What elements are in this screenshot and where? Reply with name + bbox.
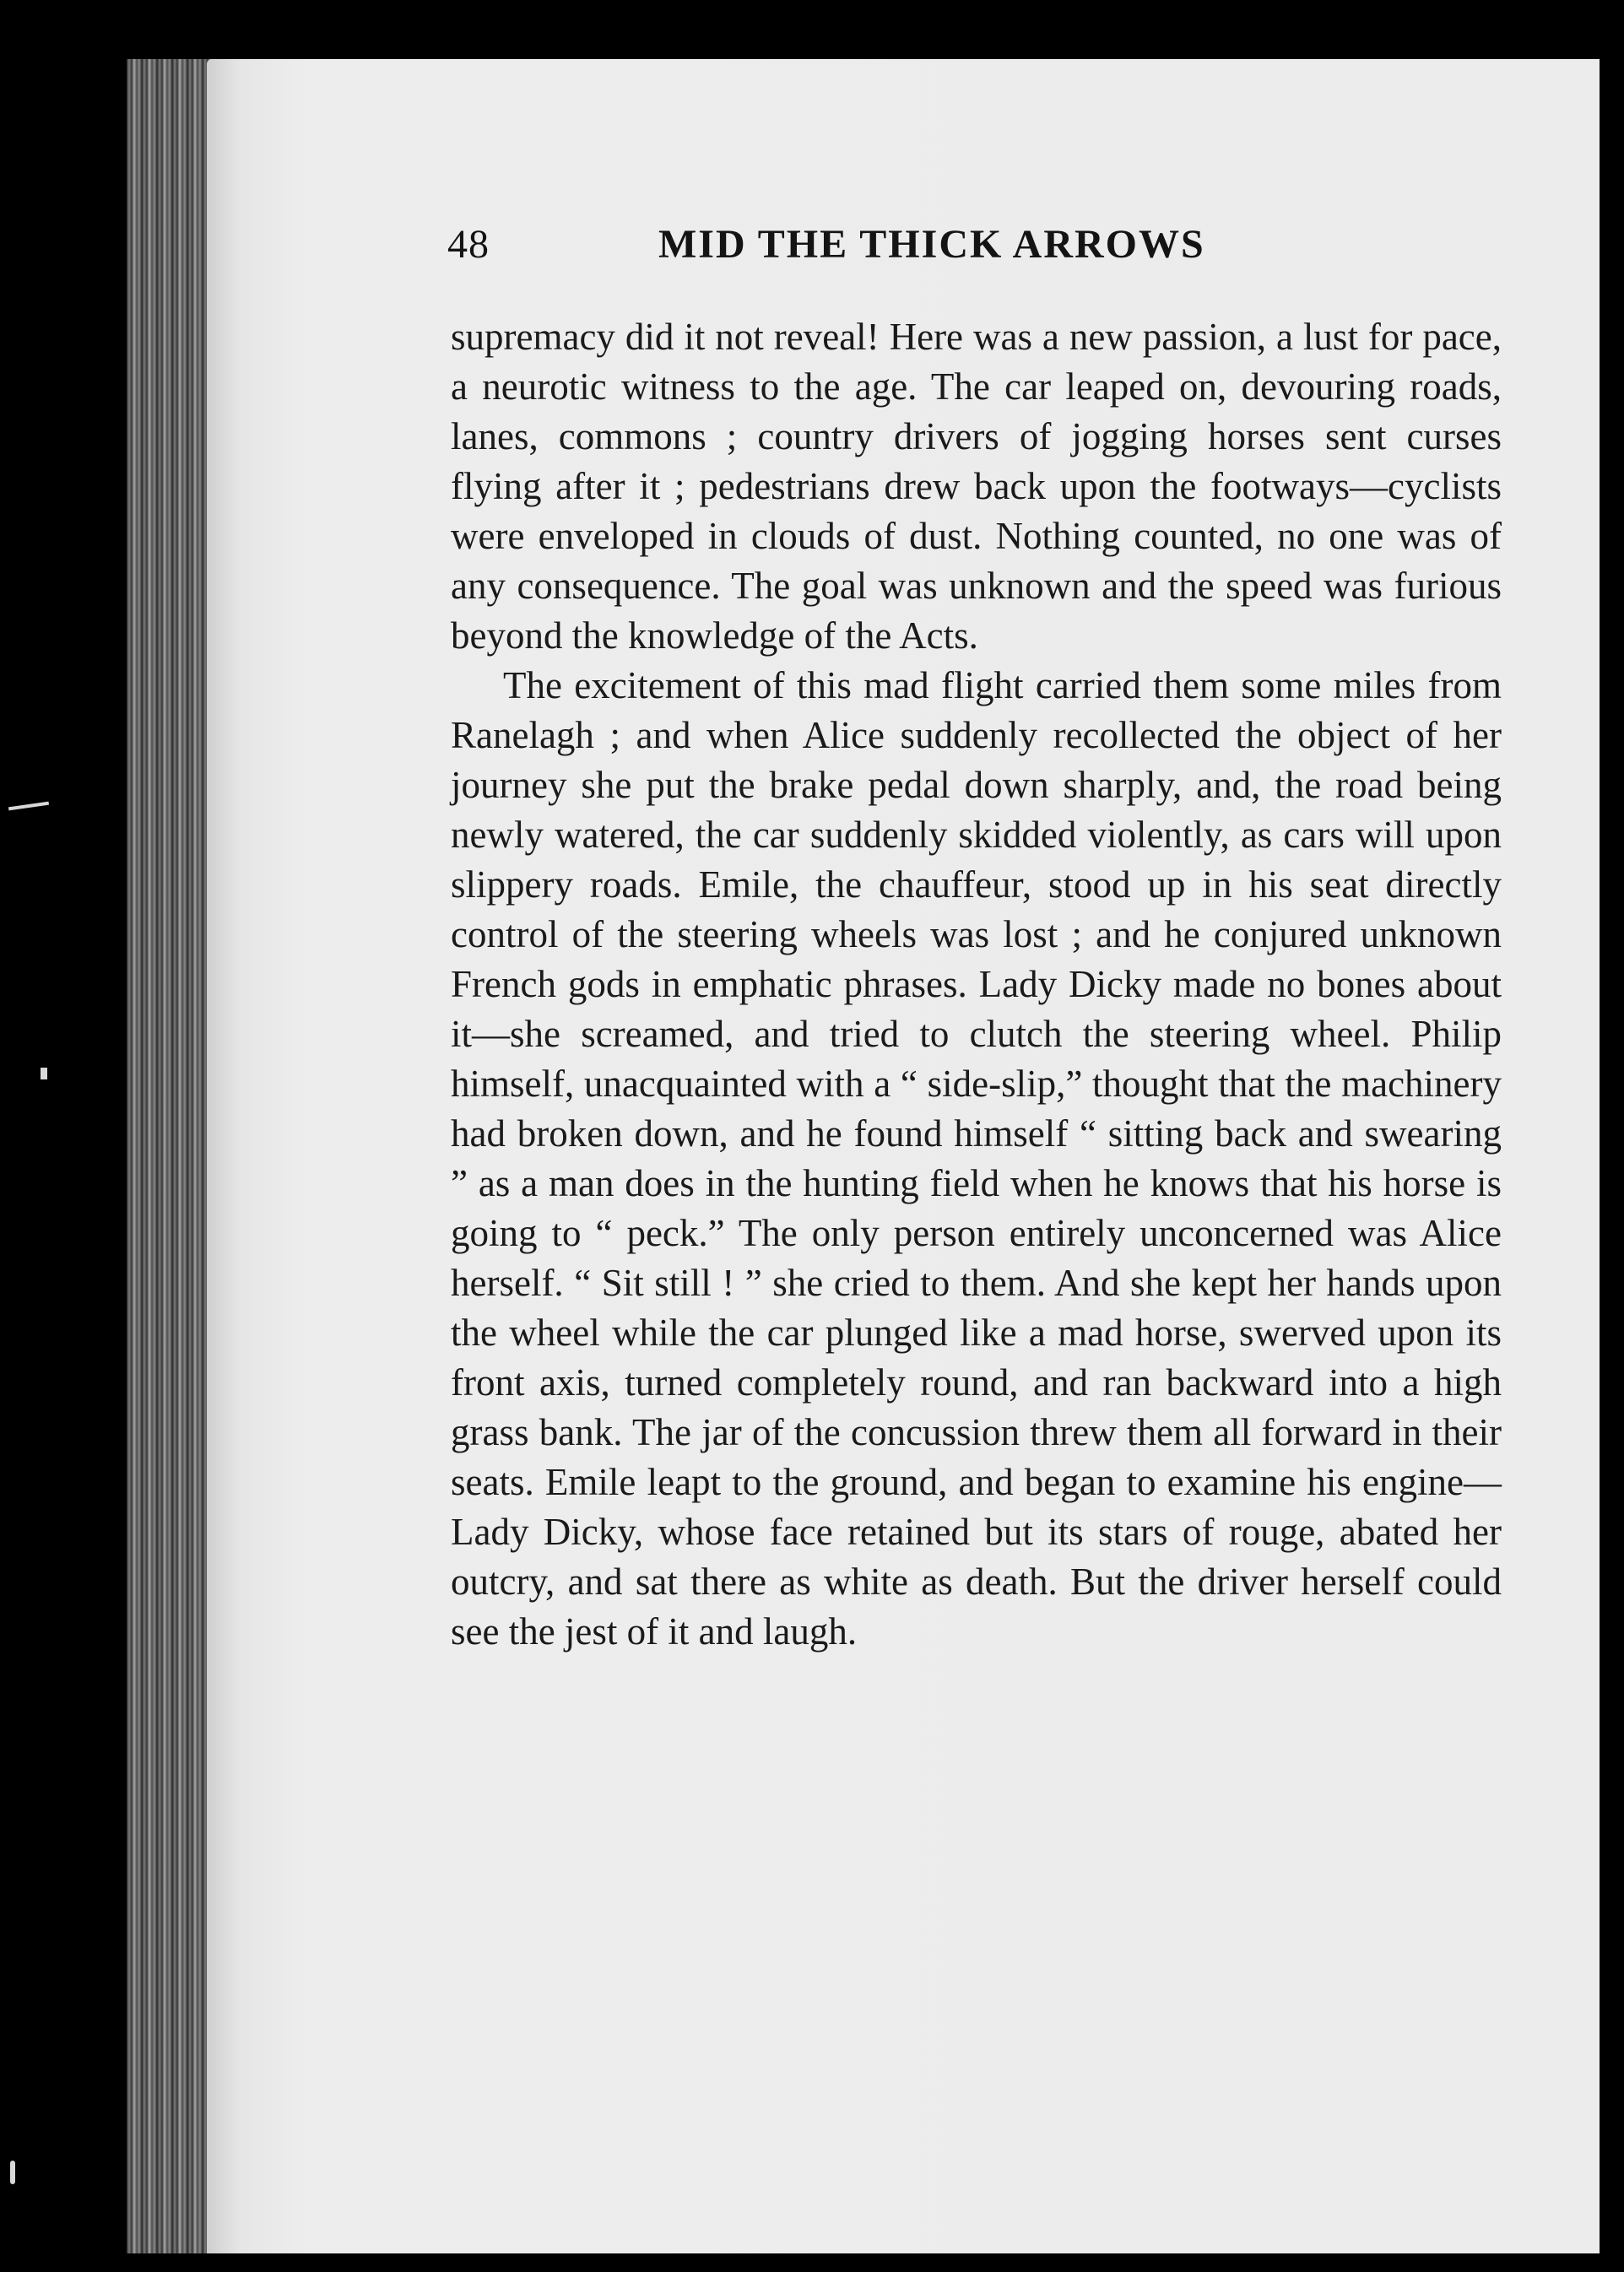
paragraph-1: supremacy did it not reveal! Here was a new passion, a lust for pace, a neurotic witness to the age. The car leaped on, devouring roads, lanes, commons ; country drivers of jogging horses sent curses flying after it ; pedestrians drew back upon the footways—cyclists were enveloped in clouds of dust. Nothing counted, no one was of any consequence. The goal was unknown and the speed was furious beyond the knowledge of the Acts. — [451, 316, 1502, 657]
scan-speck — [10, 2161, 15, 2184]
scan-speck — [8, 802, 49, 811]
book-page-edges — [127, 59, 219, 2253]
running-title: MID THE THICK ARROWS — [658, 222, 1205, 267]
body-text — [451, 312, 1502, 1657]
paragraph-2: The excitement of this mad flight carried them some miles from Ranelagh ; and when Alice suddenly recollected the object of her journey she put the brake pedal down sharply, and, the road being newly watered, the car suddenly skidded violently, as cars will upon slippery roads. Emile, the chauffeur, stood up in his seat directly control of the steering wheels was lost ; and he conjured unknown French gods in emphatic phrases. Lady Dicky made no bones about it—she screamed, and tried to clutch the steering wheel. Philip himself, unacquainted with a “ side-slip,” thought that the machinery had broken down, and he found himself “ sitting back and swearing ” as a man does in the hunting field when he knows that his horse is going to “ peck.” The only person entirely unconcerned was Alice herself. “ Sit still ! ” she cried to them. And she kept her hands upon the wheel while the car plunged like a mad horse, swerved upon its front axis, turned completely round, and ran backward into a high grass bank. The jar of the concussion threw them all forward in their seats. Emile leapt to the ground, and began to examine his engine—Lady Dicky, whose face retained but its stars of rouge, abated her outcry, and sat there as white as death. But the driver herself could see the jest of it and laugh. — [451, 664, 1502, 1653]
page-number: 48 — [447, 222, 490, 267]
scan-speck — [41, 1068, 47, 1079]
